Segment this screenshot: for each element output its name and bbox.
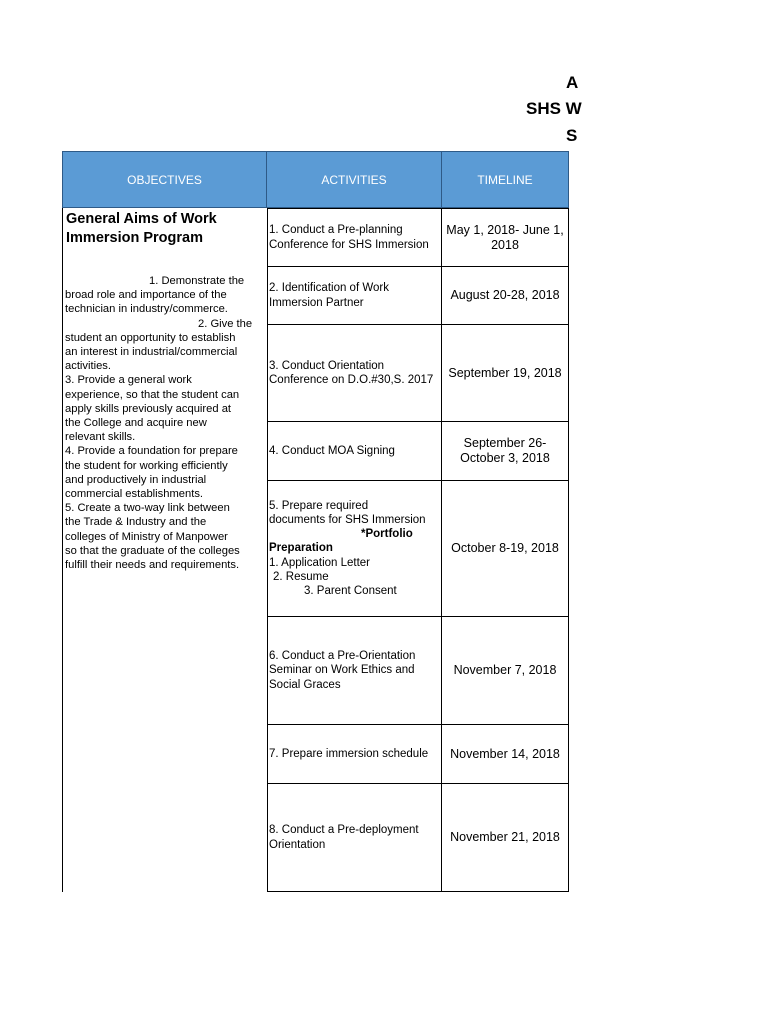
timeline-cell: May 1, 2018- June 1, 2018 — [442, 208, 569, 267]
objectives-heading: General Aims of Work Immersion Program — [66, 211, 217, 246]
activity-text: 3. Conduct Orientation Conference on D.O.#30,S. 2017 — [269, 359, 434, 386]
timeline-cell: September 26- October 3, 2018 — [442, 422, 569, 481]
objective-line: commercial establishments. — [65, 488, 204, 501]
objective-line: technician in industry/commerce. — [65, 303, 228, 316]
activity-text: 6. Conduct a Pre-Orientation Seminar on Work Ethics and Social Graces — [269, 650, 416, 691]
objective-line: the College and acquire new — [65, 417, 207, 430]
activity-cell — [267, 267, 442, 325]
objectives-text — [65, 274, 268, 572]
table-row — [267, 208, 569, 267]
objectives-column — [62, 208, 267, 892]
timeline-cell: November 7, 2018 — [442, 617, 569, 725]
objective-line: 2. Give the — [198, 317, 253, 330]
activity-cell — [267, 422, 442, 481]
table-row — [267, 481, 569, 617]
activity-text: 4. Conduct MOA Signing — [269, 444, 395, 457]
title-line-2: SHS W — [526, 99, 582, 118]
objective-line: activities. — [65, 360, 112, 373]
table-row — [267, 784, 569, 892]
timeline-cell: September 19, 2018 — [442, 325, 569, 422]
activity-line: documents for SHS Immersion — [269, 513, 426, 526]
activity-text: 8. Conduct a Pre-deployment Orientation — [269, 824, 419, 851]
header-timeline: TIMELINE — [442, 151, 569, 208]
objective-line: broad role and importance of the — [65, 289, 227, 302]
objective-line: 4. Provide a foundation for prepare — [65, 445, 238, 458]
timeline-cell: August 20-28, 2018 — [442, 267, 569, 325]
activity-line: *Portfolio — [361, 528, 413, 541]
activity-text — [269, 499, 441, 598]
table-row — [267, 725, 569, 784]
objective-line: and productively in industrial — [65, 473, 207, 486]
table-row — [267, 267, 569, 325]
activity-cell — [267, 208, 442, 267]
title-line-3: S — [566, 126, 578, 145]
activity-line: 3. Parent Consent — [304, 585, 397, 597]
objective-line: an interest in industrial/commercial — [65, 346, 238, 359]
activity-text: 2. Identification of Work Immersion Partner — [269, 282, 389, 309]
timeline-cell: October 8-19, 2018 — [442, 481, 569, 617]
work-immersion-table — [62, 151, 569, 892]
objective-line: fulfill their needs and requirements. — [65, 559, 240, 572]
objective-line: 1. Demonstrate the — [149, 275, 245, 287]
objective-line: relevant skills. — [65, 431, 136, 444]
activity-text: 1. Conduct a Pre-planning Conference for SHS Immersion — [269, 224, 429, 251]
table-row — [267, 422, 569, 481]
objective-line: the Trade & Industry and the — [65, 516, 207, 529]
table-row — [267, 617, 569, 725]
objective-line: student an opportunity to establish — [65, 331, 236, 344]
objective-line: 3. Provide a general work — [65, 374, 192, 387]
objective-line: 5. Create a two-way link between — [65, 502, 230, 515]
activity-cell — [267, 617, 442, 725]
timeline-cell: November 14, 2018 — [442, 725, 569, 784]
activity-cell — [267, 481, 442, 617]
objective-line: colleges of Ministry of Manpower — [65, 530, 228, 543]
objective-line: the student for working efficiently — [65, 459, 228, 472]
activity-text: 7. Prepare immersion schedule — [269, 747, 429, 760]
activity-cell — [267, 784, 442, 892]
activity-cell — [267, 325, 442, 422]
activity-line: 2. Resume — [273, 570, 329, 583]
table-row — [267, 325, 569, 422]
objective-line: experience, so that the student can — [65, 388, 240, 401]
objective-line: apply skills previously acquired at — [65, 402, 232, 415]
header-activities: ACTIVITIES — [267, 151, 442, 208]
header-objectives: OBJECTIVES — [62, 151, 267, 208]
activity-line: Preparation — [269, 542, 333, 555]
objective-line: so that the graduate of the colleges — [65, 544, 240, 557]
activity-line: 1. Application Letter — [269, 556, 371, 569]
activity-cell — [267, 725, 442, 784]
timeline-cell: November 21, 2018 — [442, 784, 569, 892]
title-line-1: A — [566, 73, 579, 92]
activity-line: 5. Prepare required — [269, 499, 369, 512]
